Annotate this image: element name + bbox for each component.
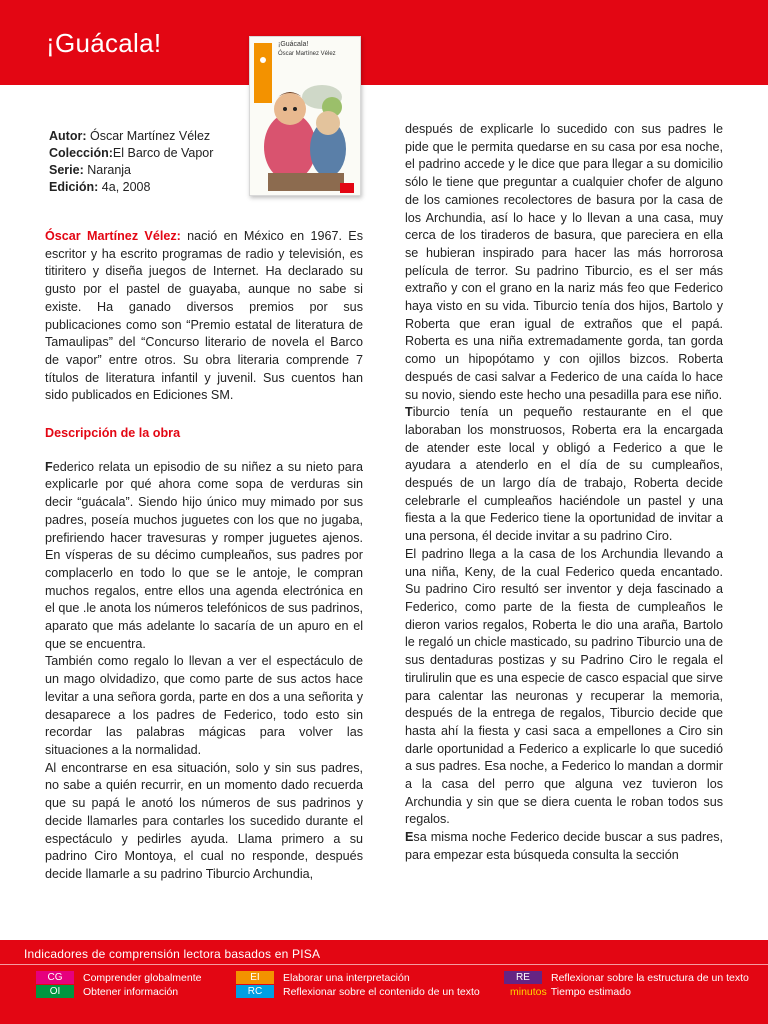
book-cover — [249, 36, 361, 196]
legend-rc: RC Reflexionar sobre el contenido de un texto — [236, 985, 480, 998]
paragraph-5: Tiburcio tenía un pequeño restaurante en el que laboraban los monstruosos, Roberta era la encargada de atender este local y obligó a Federico a que le ayudara a atenderlo en el día de su cumpleaños, después de un largo día de trabajo, Roberta decide celebrarle el cumpleaños haciéndole un pastel y una fiesta a la que Federico tiene la oportunidad de invitar a una persona, él decide invitar a su padrino Ciro. — [405, 405, 723, 544]
left-column — [45, 228, 363, 884]
footer-title: Indicadores de comprensión lectora basados en PISA — [24, 947, 321, 961]
paragraph-7: Esa misma noche Federico decide buscar a sus padres, para empezar esta búsqueda consulta la sección — [405, 830, 723, 862]
legend-re: RE Reflexionar sobre la estructura de un texto — [504, 971, 749, 984]
meta-autor: Autor: Óscar Martínez Vélez — [49, 129, 211, 143]
paragraph-1: Federico relata un episodio de su niñez a su nieto para explicarle por qué ahora come sopa de verduras sin decir “guácala”. Siendo hijo único muy mimado por sus padres, poseía muchos juguetes con los que no jugaba, prefiriendo hacer travesuras y romper juguetes ajenos. En vísperas de su décimo cumpleaños, sus padres por complacerlo en todo lo que se le antoje, le compran muchos regalos, entre ellos una agenda electrónica en el que .le anota los números telefónicos de sus padrinos, aparato que más adelante lo sacaría de un apuro en el que se encuentra. — [45, 459, 363, 651]
meta-serie: Serie: Naranja — [49, 163, 132, 177]
legend-code-ei: EI — [236, 971, 274, 984]
cover-title: ¡Guácala! — [278, 41, 309, 48]
bio-name: Óscar Martínez Vélez: — [45, 229, 181, 243]
paragraph-4: después de explicarle lo sucedido con sus padres le pide que le permita quedarse en su casa por esa noche, el padrino accede y le dice que para llegar a su domicilio sólo le tiene que preguntar a cualquier chofer de alguno de los camiones recolectores de basura por la casa de los Archundia, así lo hace y lo llevan a una casa, muy cerca de los tiraderos de basura, que pareciera en ella se hubieran inspirado para hacer las más horrorosa película de terror. Su padrino Tiburcio, es el ser más extraño y con el grano en la nariz más feo que Federico haya visto en su vida. Tiburcio tenía dos hijos, Bartolo y Roberta que eran igual de extraños que el papá. Roberta es una niña extremadamente gorda, tan gorda como un hipopótamo y con ojillos bizcos. Roberta después de casi salvar a Federico de una caída lo hace su novio, siendo este hecho una pesadilla para ese niño. — [405, 122, 723, 402]
meta-edicion: Edición: 4a, 2008 — [49, 180, 151, 194]
legend-code-cg: CG — [36, 971, 74, 984]
cover-author: Óscar Martínez Vélez — [278, 51, 336, 57]
author-bio: Óscar Martínez Vélez: nació en México en 1967. Es escritor y ha escrito programas de radio y televisión, es titiritero y diseña juegos de Internet. Ha declarado su gusto por el pastel de guayaba, aunque no sabe si existe. Ha ganado diversos premios por sus publicaciones como son “Premio estatal de literatura de Tamaulipas” del “Concurso literario de novela el Barco de vapor” entre otros. Su obra literaria comprende 7 títulos de literatura infantil y juvenil. Sus cuentos han sido publicados en Ediciones SM. — [45, 229, 363, 403]
paragraph-2: También como regalo lo llevan a ver el espectáculo de un mago olvidadizo, que como parte de sus actos hace levitar a una señora gorda, parte en dos a una señorita y desaparece a los padres de Federico, todo esto sin recordar las palabras mágicas para volver las situaciones a la normalidad. — [45, 654, 363, 757]
meta-coleccion: Colección:El Barco de Vapor — [49, 146, 214, 160]
right-column — [405, 121, 723, 865]
book-metadata — [49, 128, 213, 196]
page-header — [0, 0, 768, 85]
paragraph-3: Al encontrarse en esa situación, solo y sin sus padres, no sabe a quién recurrir, en un momento dado recuerda que su papá le anotó los números de sus padrinos y decide llamarles para contarles los sucedido durante el espectáculo y pedirles ayuda. Llama primero a su padrino Ciro Montoya, el cual no responde, después decide llamarle a su padrino Tiburcio Archundia, — [45, 760, 363, 881]
cover-series-badge — [254, 43, 272, 103]
legend-code-re: RE — [504, 971, 542, 984]
legend-minutos: minutos Tiempo estimado — [510, 985, 631, 998]
legend-ei: EI Elaborar una interpretación — [236, 971, 410, 984]
section-heading: Descripción de la obra — [45, 426, 181, 441]
legend-cg: CG Comprender globalmente — [36, 971, 201, 984]
legend-oi: OI Obtener información — [36, 985, 178, 998]
legend-code-oi: OI — [36, 985, 74, 998]
footer-divider — [0, 964, 768, 965]
pisa-footer — [0, 940, 768, 1024]
badge-dot-icon — [260, 57, 266, 63]
legend-code-minutos: minutos — [510, 985, 547, 998]
paragraph-6: El padrino llega a la casa de los Archundia llevando a una niña, Keny, de la cual Federico queda encantado. Su padrino Ciro resultó ser inventor y deja fascinado a Federico, como parte de la fiesta de cumpleaños le dieron varios regalos, Roberta le dio una araña, Bartolo le regaló un chicle masticado, su padrino Tiburcio una de sus dentaduras postizas y su Padrino Ciro le regala el tirulirulin que es una especie de casco espacial que sirve para calentar las neuronas y recuperar la memoria, después de la entrega de regalos, Tiburcio decide que hasta ahí la fiesta y casi saca a empellones a Ciro sin darle oportunidad a Federico a explicarle lo que sucedió a sus padres. Esa noche, a Federico lo mandan a dormir a la casa del perro que alguna vez tuvieron los Archundia y sin que se diera cuenta le roban todos sus regalos. — [405, 546, 723, 827]
page-title: ¡Guácala! — [46, 28, 162, 58]
legend-code-rc: RC — [236, 985, 274, 998]
